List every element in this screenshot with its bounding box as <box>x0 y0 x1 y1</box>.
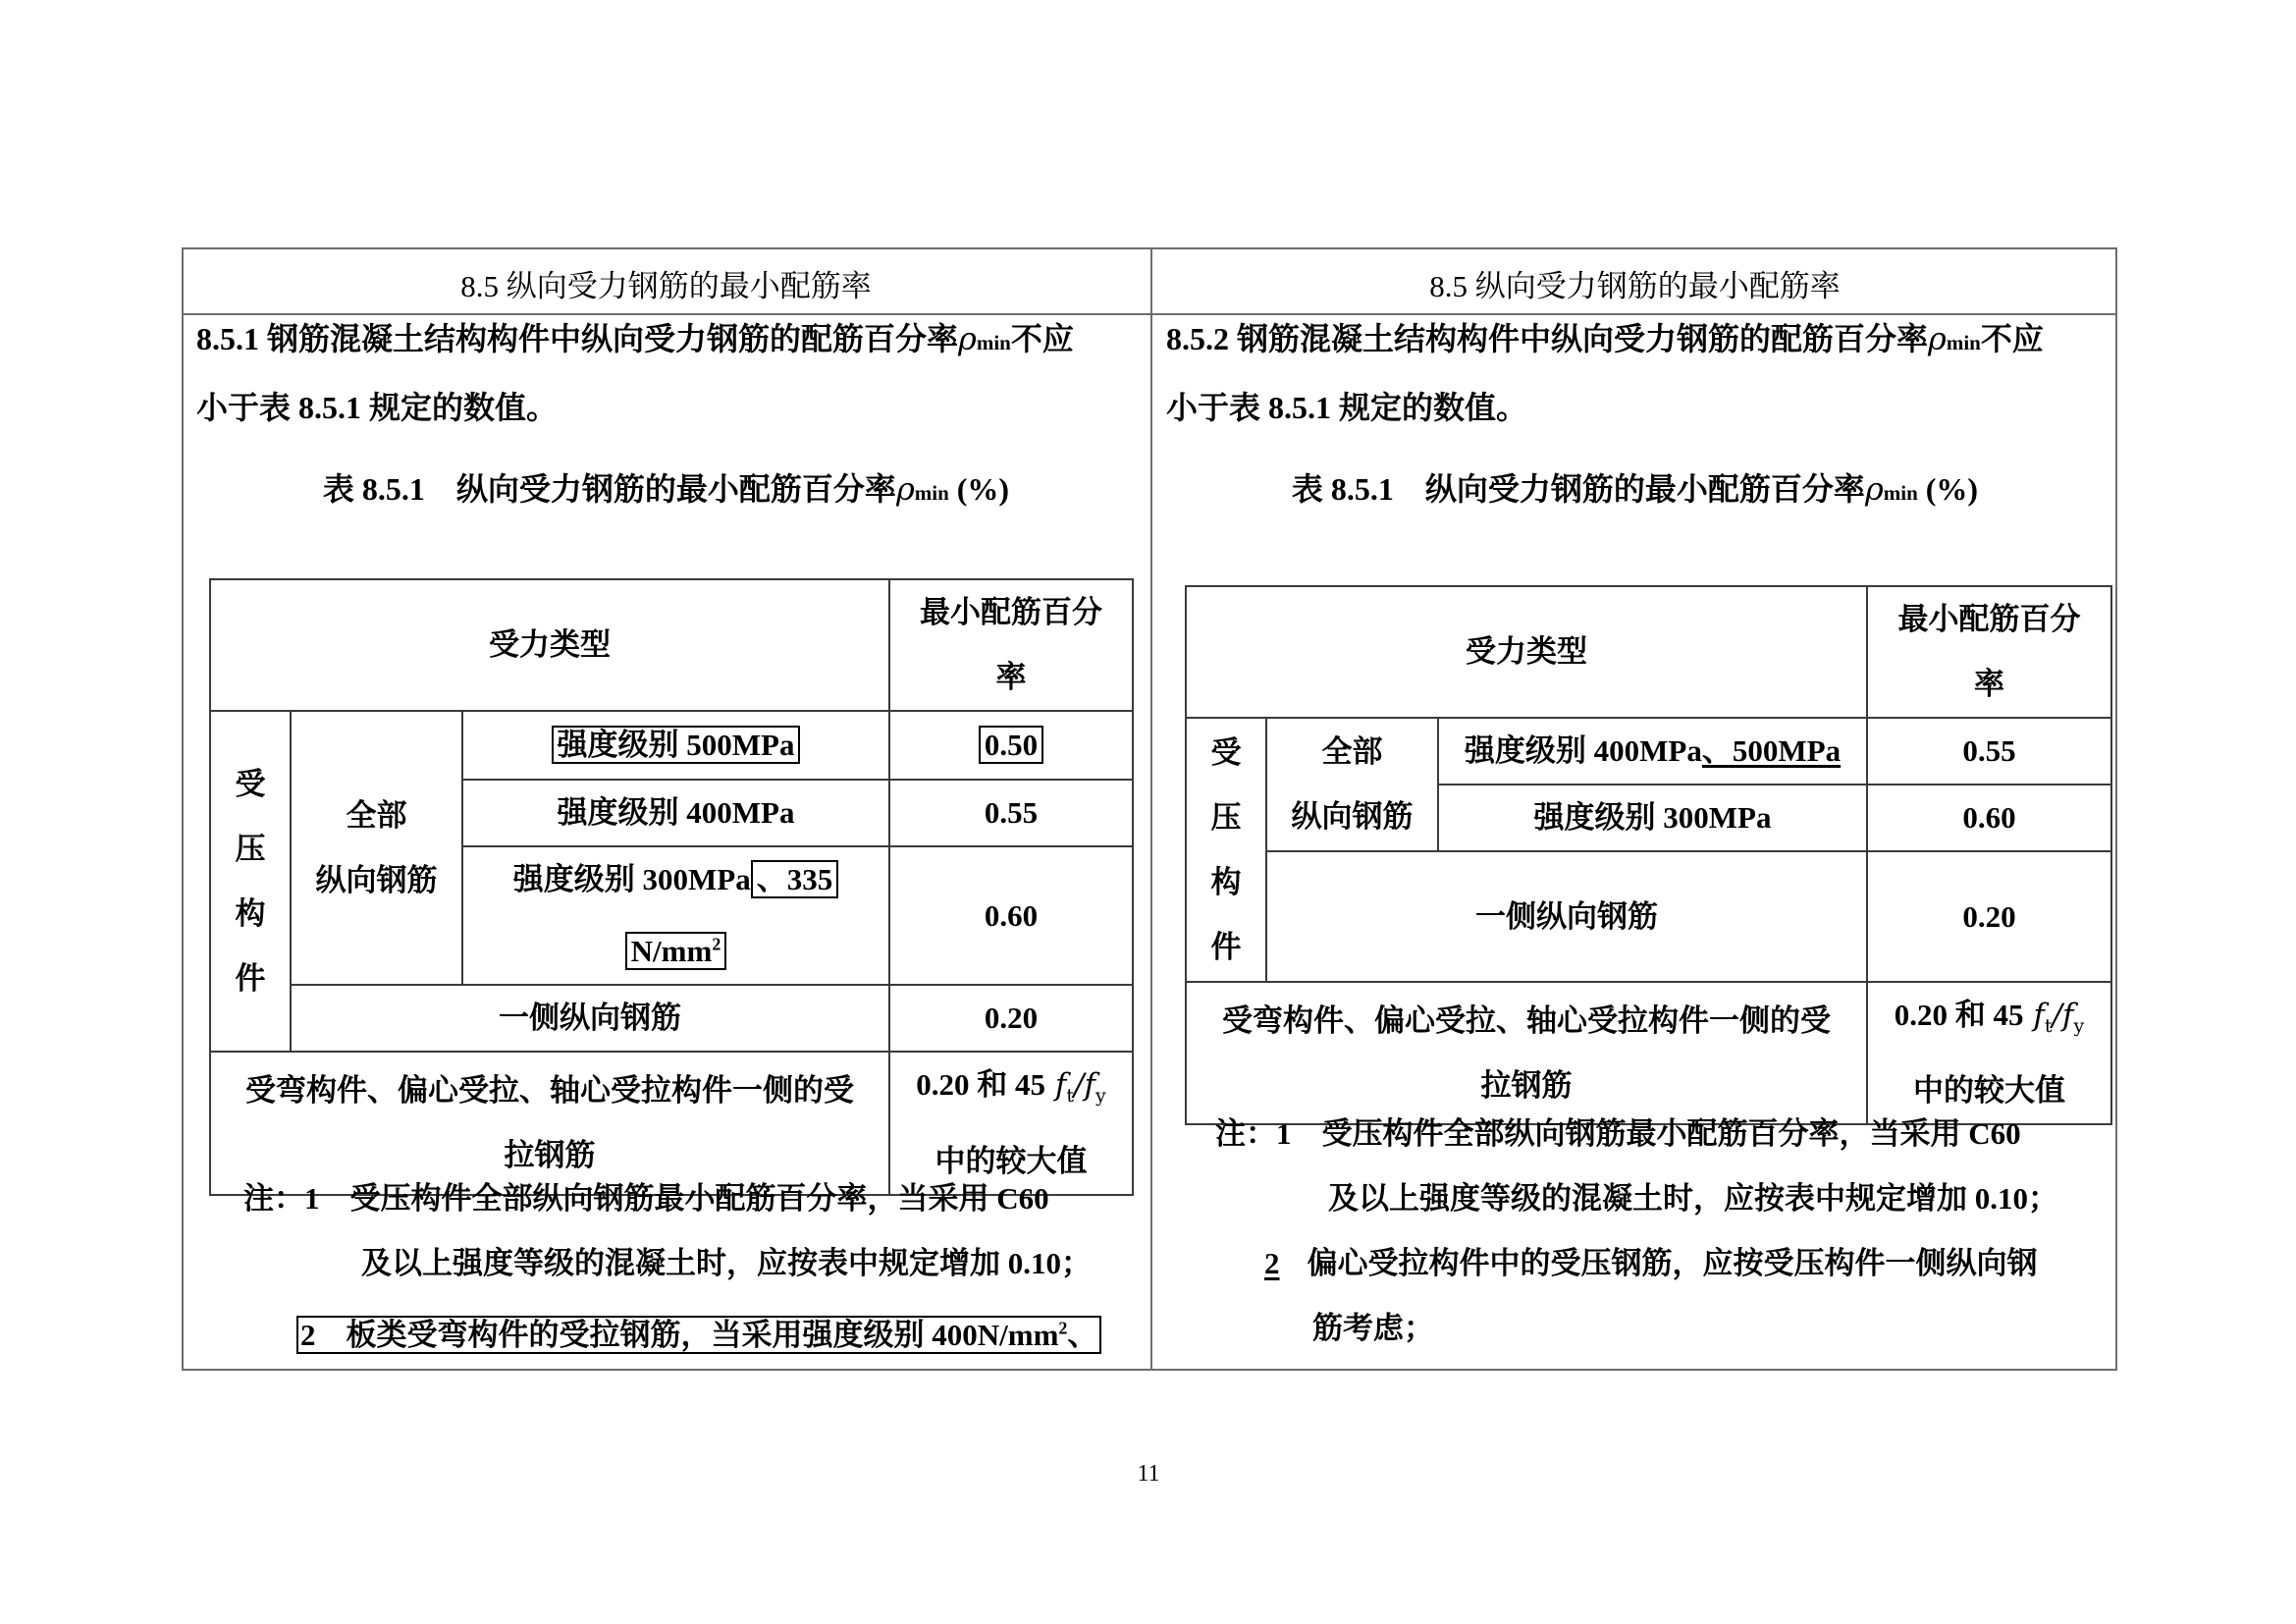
right-note-1b: 及以上强度等级的混凝土时，应按表中规定增加 0.10； <box>1328 1181 2058 1216</box>
left-min-reinforcement-table <box>209 578 1134 1196</box>
right-note-2-number: 2 <box>1264 1246 1280 1280</box>
rho-subscript: min <box>1883 481 1918 505</box>
f-symbol: f <box>2061 998 2074 1033</box>
t-subscript: t <box>2044 1015 2053 1038</box>
tension-value-suffix: 中的较大值 <box>1913 1073 2065 1109</box>
rho-symbol: ρ <box>1864 470 1884 508</box>
left-note-2-text: 2 板类受弯构件的受拉钢筋，当采用强度级别 400N/mm <box>300 1318 1059 1353</box>
rho-subscript: min <box>914 481 949 505</box>
compression-member-label <box>1186 718 1266 982</box>
right-note-2b: 筋考虑； <box>1312 1311 1434 1345</box>
grade-500-value-text: 0.50 <box>979 726 1043 764</box>
caption-text: 表 8.5.1 纵向受力钢筋的最小配筋百分率 <box>322 471 896 507</box>
caption-unit: (%) <box>1917 471 1979 507</box>
grade-335-text: 、335 <box>751 860 839 898</box>
grade-500-text: 强度级别 500MPa <box>552 726 801 764</box>
longitudinal-label: 纵向钢筋 <box>315 862 438 897</box>
right-min-reinforcement-table <box>1185 585 2112 1125</box>
all-label: 全部 <box>346 797 407 833</box>
header-force-type: 受力类型 <box>1186 586 1867 718</box>
left-note-2-end: 、 <box>1067 1318 1098 1353</box>
left-note-1b: 及以上强度等级的混凝土时，应按表中规定增加 0.10； <box>361 1246 1092 1280</box>
grade-400-500-label <box>1438 718 1867 785</box>
slash: / <box>2052 998 2062 1033</box>
all-longitudinal-label <box>1266 718 1438 851</box>
one-side-value: 0.20 <box>1867 851 2111 982</box>
one-side-value: 0.20 <box>889 985 1133 1052</box>
right-table-caption <box>1152 464 2117 510</box>
left-clause-line2: 小于表 8.5.1 规定的数值。 <box>196 390 559 425</box>
rho-subscript: min <box>976 331 1011 354</box>
right-clause-suffix: 不应 <box>1980 321 2044 356</box>
grade-300-335-label <box>462 846 889 985</box>
grade-300-label: 强度级别 300MPa <box>1438 785 1867 851</box>
grade-500-text: 、500MPa <box>1701 733 1842 768</box>
tension-value-suffix: 中的较大值 <box>934 1143 1088 1178</box>
grade-300-text: 强度级别 300MPa <box>512 862 751 896</box>
rho-symbol: ρ <box>895 470 915 508</box>
left-note-2 <box>296 1296 1101 1368</box>
rho-subscript: min <box>1946 331 1981 354</box>
f-symbol: f <box>2033 998 2045 1033</box>
tension-value-text: 0.20 和 45 <box>916 1067 1046 1103</box>
grade-400-text: 强度级别 400MPa <box>1464 733 1702 768</box>
all-longitudinal-label <box>291 711 462 985</box>
longitudinal-label: 纵向钢筋 <box>1291 799 1414 834</box>
left-column-heading: 8.5 纵向受力钢筋的最小配筋率 <box>460 269 872 303</box>
header-min-ratio: 最小配筋百分率 <box>1867 586 2111 718</box>
rho-symbol: ρ <box>958 320 977 357</box>
tension-line1: 受弯构件、偏心受拉、轴心受拉构件一侧的受 <box>1222 1002 1831 1038</box>
rho-symbol: ρ <box>1928 320 1947 357</box>
y-subscript: y <box>2073 1015 2085 1038</box>
grade-500-label <box>462 711 889 780</box>
ft-fy-formula <box>2024 998 2085 1038</box>
right-column-heading: 8.5 纵向受力钢筋的最小配筋率 <box>1429 269 1841 303</box>
ft-fy-formula <box>1045 1067 1106 1108</box>
left-note-2-box <box>296 1316 1101 1354</box>
unit-superscript: 2 <box>712 935 721 954</box>
column-divider <box>1150 247 1152 1371</box>
left-note-2-sup: 2 <box>1058 1319 1068 1338</box>
tension-line2: 拉钢筋 <box>504 1137 596 1172</box>
tension-value-text: 0.20 和 45 <box>1894 998 2024 1032</box>
header-force-type: 受力类型 <box>210 579 889 711</box>
right-note-2-text: 偏心受拉构件中的受压钢筋，应按受压构件一侧纵向钢 <box>1307 1246 2038 1280</box>
unit-text: N/mm <box>630 934 713 969</box>
tension-line1: 受弯构件、偏心受拉、轴心受拉构件一侧的受 <box>245 1072 854 1108</box>
left-clause-8-5-1 <box>196 306 1144 440</box>
right-clause-line2: 小于表 8.5.1 规定的数值。 <box>1166 390 1528 425</box>
grade-400-value: 0.55 <box>889 780 1133 846</box>
caption-text: 表 8.5.1 纵向受力钢筋的最小配筋百分率 <box>1291 471 1865 507</box>
grade-300-value: 0.60 <box>889 846 1133 985</box>
f-symbol: f <box>1054 1067 1067 1104</box>
grade-500-value <box>889 711 1133 780</box>
caption-unit: (%) <box>948 471 1010 507</box>
grade-300-value: 0.60 <box>1867 785 2111 851</box>
grade-400-label: 强度级别 400MPa <box>462 780 889 846</box>
left-note-1a: 注：1 受压构件全部纵向钢筋最小配筋百分率，当采用 C60 <box>243 1181 1049 1216</box>
page-number: 11 <box>1137 1461 1160 1487</box>
right-clause-8-5-2 <box>1166 306 2109 440</box>
t-subscript: t <box>1066 1085 1075 1108</box>
tension-line2: 拉钢筋 <box>1480 1067 1573 1103</box>
compression-text: 受压构件 <box>235 766 266 996</box>
right-clause-text: 8.5.2 钢筋混凝土结构构件中纵向受力钢筋的配筋百分率 <box>1166 321 1929 356</box>
unit-n-mm2 <box>625 932 727 970</box>
one-side-longitudinal-label: 一侧纵向钢筋 <box>1266 851 1867 982</box>
grade-400-500-value: 0.55 <box>1867 718 2111 785</box>
all-label: 全部 <box>1321 734 1383 769</box>
compression-text: 受压构件 <box>1210 734 1242 964</box>
slash: / <box>1074 1067 1085 1104</box>
left-clause-suffix: 不应 <box>1010 321 1074 356</box>
header-min-ratio: 最小配筋百分率 <box>889 579 1133 711</box>
f-symbol: f <box>1084 1067 1095 1104</box>
compression-member-label <box>210 711 291 1052</box>
right-note-2 <box>1264 1231 2038 1296</box>
left-table-caption <box>182 464 1150 510</box>
one-side-longitudinal-label: 一侧纵向钢筋 <box>291 985 889 1052</box>
right-note-1a: 注：1 受压构件全部纵向钢筋最小配筋百分率，当采用 C60 <box>1215 1116 2021 1151</box>
y-subscript: y <box>1095 1085 1106 1108</box>
left-clause-text: 8.5.1 钢筋混凝土结构构件中纵向受力钢筋的配筋百分率 <box>196 321 959 356</box>
